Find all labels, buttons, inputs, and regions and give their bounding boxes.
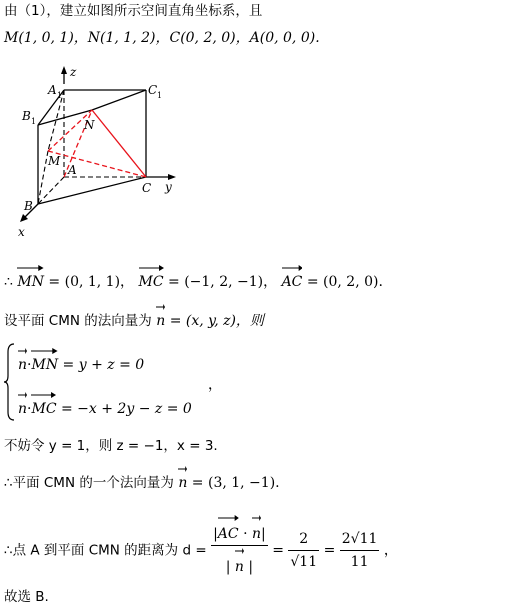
- hidden-edges: [38, 90, 146, 204]
- vectors-line: ∴ MN = (0, 1, 1)， MC = (−1, 2, −1)， AC = (0, 2, 0).: [4, 273, 383, 291]
- equation-1: n· MN = y + z = 0: [18, 356, 144, 374]
- label-b1: B: [22, 109, 31, 123]
- label-c1: C: [148, 83, 158, 97]
- vector-mc: MC: [139, 273, 164, 291]
- label-c: C: [142, 181, 152, 195]
- label-n: N: [84, 118, 95, 132]
- label-z: z: [70, 65, 77, 79]
- label-c1-sub: 1: [157, 91, 163, 100]
- vector-mn: MN: [17, 273, 44, 291]
- triangle-cmn: [48, 110, 146, 177]
- label-m: M: [48, 154, 61, 168]
- label-a1-sub: 1: [57, 91, 63, 100]
- label-x: x: [18, 225, 25, 239]
- label-y: y: [165, 180, 172, 194]
- let-line: 不妨令 y = 1，则 z = −1，x = 3.: [4, 438, 218, 454]
- label-b1-sub: 1: [31, 117, 37, 126]
- vector-ac: AC: [282, 273, 303, 291]
- label-a: A: [68, 163, 77, 177]
- label-b: B: [24, 199, 33, 213]
- label-a1: A: [48, 83, 57, 97]
- system-comma: ，: [208, 377, 222, 393]
- distance-fraction: | AC · n| | n |: [211, 523, 268, 578]
- cube-figure: [10, 64, 180, 244]
- answer-line: 故选 B.: [4, 589, 49, 605]
- coordinates-line: M(1, 0, 1)，N(1, 1, 2)，C(0, 2, 0)，A(0, 0, 0).: [4, 30, 320, 46]
- solution-intro: 由（1），建立如图所示空间直角坐标系，且: [4, 3, 263, 19]
- distance-line: ∴点 A 到平面 CMN 的距离为 d = | AC · n| | n | = $\frac{2}{√11}$ = $\frac{2√11}{11}$ ，: [4, 523, 398, 578]
- system-brace: [4, 342, 16, 422]
- equation-2: n· MC = −x + 2y − z = 0: [18, 400, 192, 418]
- normal-vector-line: 设平面 CMN 的法向量为 n = (x, y, z)，则: [4, 312, 264, 330]
- normal-result-line: ∴平面 CMN 的一个法向量为 n = (3, 1, −1).: [4, 474, 280, 492]
- vector-n: n: [156, 312, 165, 330]
- z-axis-arrow: [61, 66, 67, 74]
